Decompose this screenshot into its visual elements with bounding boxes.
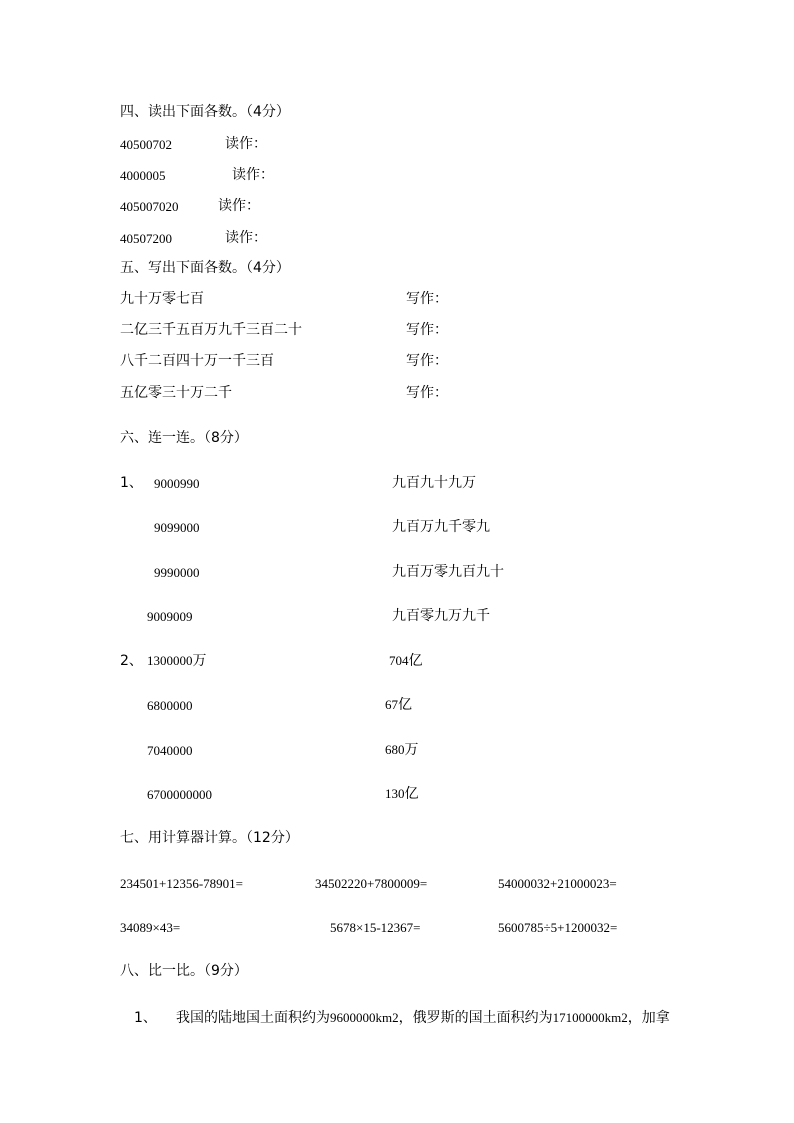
section4-number-2: 4000005	[120, 168, 166, 183]
question1-text	[176, 1011, 670, 1025]
group2-index: 2、	[120, 653, 143, 669]
calc-3: 54000032+21000023=	[498, 876, 617, 891]
group1-left-2: 9099000	[154, 520, 200, 535]
group2-right-2-number: 67	[385, 697, 398, 712]
group2-right-1-number: 704	[389, 653, 409, 668]
group1-left-3: 9990000	[154, 565, 200, 580]
section4-title: 四、读出下面各数。（4分）	[120, 104, 290, 120]
section5-label-2: 写作：	[406, 322, 448, 338]
group1-left-1: 9000990	[154, 476, 200, 491]
section5-label-4: 写作：	[406, 385, 448, 401]
question1-index: 1、	[134, 1010, 157, 1026]
question1-text-part3: ，加拿	[627, 1010, 670, 1026]
section4-label-1: 读作：	[225, 136, 267, 152]
section5-label-1: 写作：	[406, 291, 448, 307]
question1-text-part1: 我国的陆地国土面积约为	[176, 1010, 330, 1026]
group2-left-3: 7040000	[147, 743, 193, 758]
section6-title: 六、连一连。（8分）	[120, 430, 248, 446]
group2-right-2-unit: 亿	[398, 697, 412, 713]
group2-left-1-number: 1300000	[147, 653, 193, 668]
section4-label-3: 读作：	[218, 198, 260, 214]
group2-left-1	[147, 654, 207, 668]
group1-right-2: 九百万九千零九	[392, 519, 490, 535]
calc-1: 234501+12356-78901=	[120, 876, 243, 891]
section4-number-1: 40500702	[120, 137, 172, 152]
group1-left-4: 9009009	[147, 609, 193, 624]
section5-item-2: 二亿三千五百万九千三百二十	[120, 322, 302, 338]
group1-right-1: 九百九十九万	[392, 475, 476, 491]
group2-left-1-unit: 万	[192, 653, 207, 669]
section7-title: 七、用计算器计算。（12分）	[120, 830, 299, 846]
calc-2: 34502220+7800009=	[315, 876, 428, 891]
section4-number-3: 405007020	[120, 199, 179, 214]
group2-right-4-unit: 亿	[404, 786, 419, 802]
question1-number1: 9600000km2	[330, 1010, 399, 1025]
question1-text-part2: ，俄罗斯的国土面积约为	[398, 1010, 553, 1026]
section4-number-4: 40507200	[120, 231, 172, 246]
group2-right-4	[385, 787, 419, 801]
section4-label-4: 读作：	[225, 230, 267, 246]
section5-item-1: 九十万零七百	[120, 291, 204, 307]
group2-right-2	[385, 698, 412, 712]
group1-right-4: 九百零九万九千	[392, 608, 490, 624]
section5-item-3: 八千二百四十万一千三百	[120, 353, 274, 369]
section5-item-4: 五亿零三十万二千	[120, 385, 232, 401]
group2-left-2: 6800000	[147, 698, 193, 713]
group2-right-4-number: 130	[385, 786, 405, 801]
question1-number2: 17100000km2	[552, 1010, 628, 1025]
group2-right-1	[389, 654, 423, 668]
calc-6: 5600785÷5+1200032=	[498, 920, 618, 935]
group2-right-3-number: 680	[385, 742, 405, 757]
section5-label-3: 写作：	[406, 353, 448, 369]
group1-right-3: 九百万零九百九十	[392, 564, 504, 580]
section8-title: 八、比一比。（9分）	[120, 963, 248, 979]
group1-index: 1、	[120, 475, 143, 491]
group2-right-3	[385, 743, 419, 757]
section4-label-2: 读作：	[232, 167, 274, 183]
calc-5: 5678×15-12367=	[330, 920, 421, 935]
group2-left-4: 6700000000	[147, 787, 212, 802]
section5-title: 五、写出下面各数。（4分）	[120, 260, 290, 276]
group2-right-3-unit: 万	[404, 742, 419, 758]
group2-right-1-unit: 亿	[408, 653, 423, 669]
calc-4: 34089×43=	[120, 920, 181, 935]
